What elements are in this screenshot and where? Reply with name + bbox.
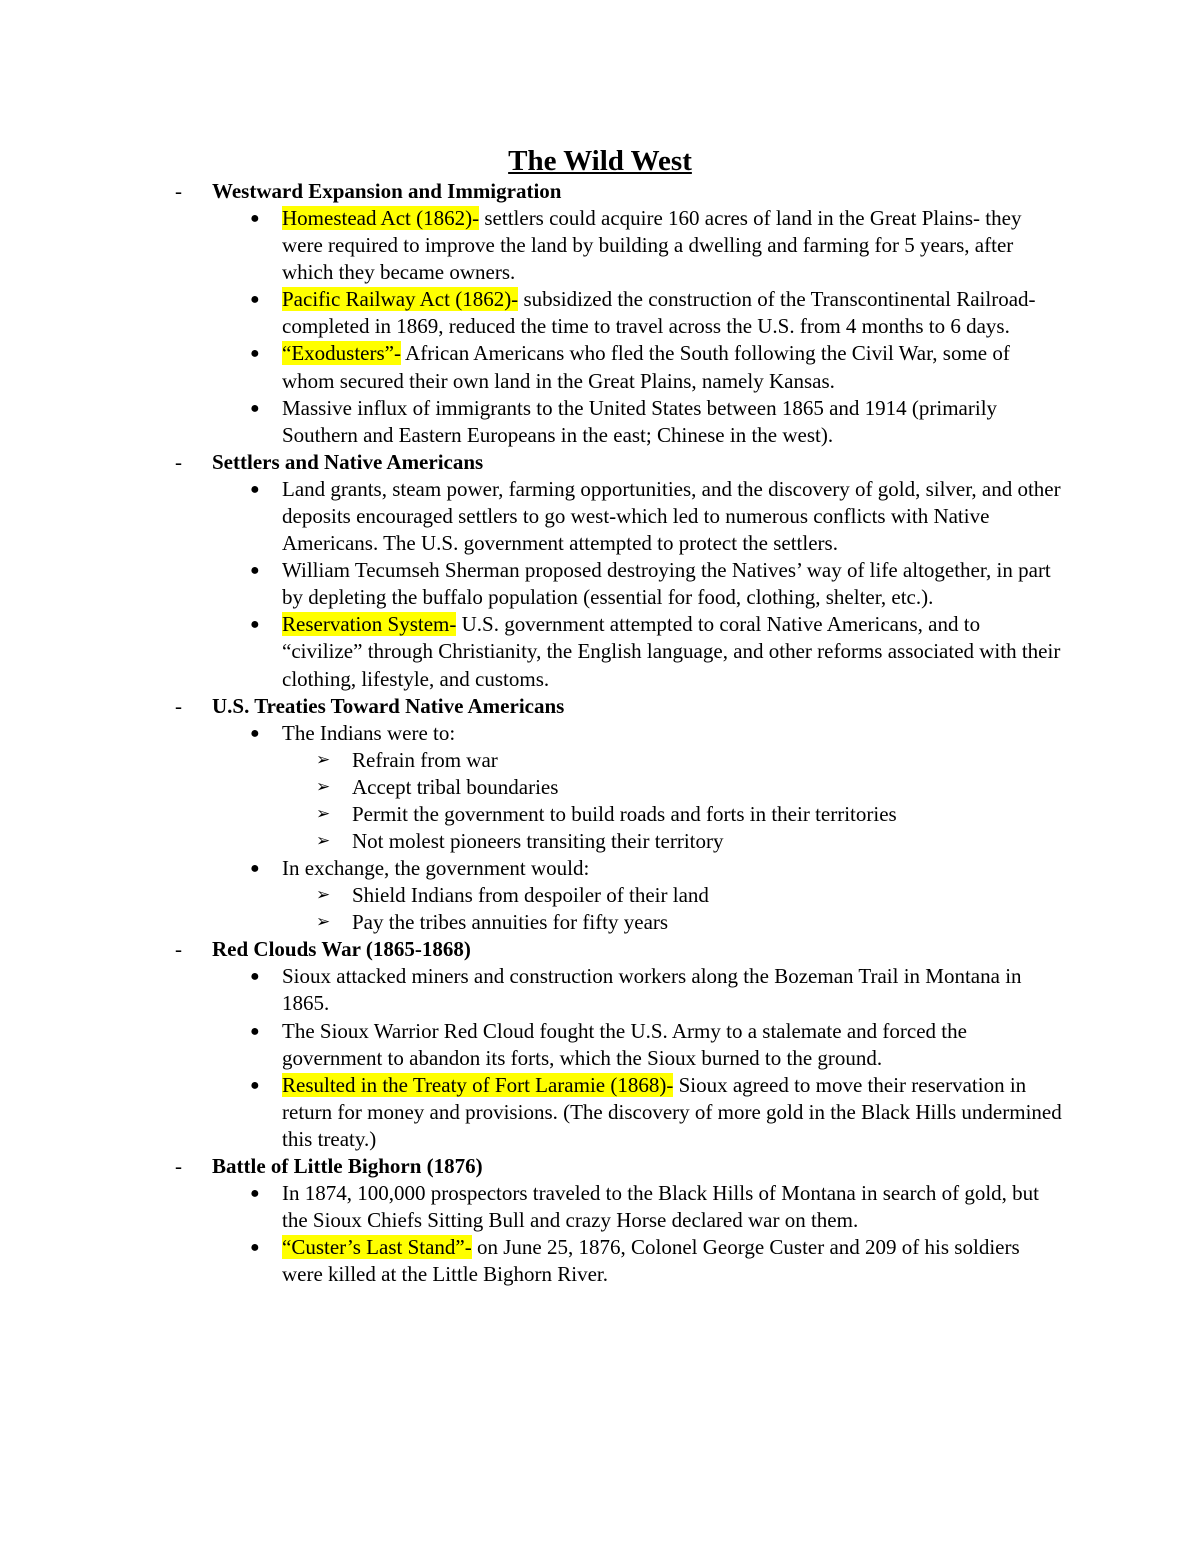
- section-westward-expansion: [0, 178, 1200, 449]
- bullet-dot-icon: ●: [250, 860, 260, 878]
- bullet-item: [0, 1072, 1062, 1153]
- arrow-bullet-icon: ➢: [316, 749, 331, 770]
- page-title: The Wild West: [508, 145, 692, 177]
- sub-item-text: Permit the government to build roads and forts in their territories: [352, 801, 897, 826]
- section-heading: [0, 178, 1200, 205]
- bullet-text: William Tecumseh Sherman proposed destroying the Natives’ way of life altogether, in part by depleting the buffalo population (essential for food, clothing, shelter, etc.).: [282, 558, 1051, 610]
- arrow-bullet-icon: ➢: [316, 803, 331, 824]
- section-heading-text: Settlers and Native Americans: [212, 449, 484, 474]
- section-heading: [0, 693, 1200, 720]
- bullet-text: The Sioux Warrior Red Cloud fought the U.S. Army to a stalemate and forced the government to abandon its forts, which the Sioux burned to the ground.: [282, 1018, 967, 1070]
- bullet-text: Massive influx of immigrants to the United States between 1865 and 1914 (primarily Southern and Eastern Europeans in the east; Chinese in the west).: [282, 395, 998, 447]
- bullet-item: [0, 963, 1062, 1017]
- dash-marker: -: [175, 693, 182, 718]
- highlighted-term: Resulted in the Treaty of Fort Laramie (1868)-: [282, 1072, 674, 1097]
- dash-marker: -: [175, 937, 182, 962]
- sub-item: [0, 909, 1200, 936]
- bullet-text: U.S. government attempted to coral Native Americans, and to “civilize” through Christianity, the English language, and other reforms associated with their clothing, lifestyle, and customs.: [282, 612, 1061, 691]
- bullet-item: [0, 205, 1062, 286]
- bullet-dot-icon: ●: [250, 399, 260, 417]
- sub-item: [0, 801, 1200, 828]
- highlighted-term: Reservation System-: [282, 612, 457, 637]
- sub-item-text: Accept tribal boundaries: [352, 774, 559, 799]
- bullet-dot-icon: ●: [250, 1239, 260, 1257]
- highlighted-term: “Exodusters”-: [282, 341, 401, 366]
- document-body: [0, 178, 1200, 1288]
- bullet-item: [0, 611, 1062, 692]
- dash-marker: -: [175, 179, 182, 203]
- section-heading-text: Battle of Little Bighorn (1876): [212, 1154, 483, 1178]
- bullet-text: Land grants, steam power, farming opportunities, and the discovery of gold, silver, and other deposits encouraged settlers to go west-which led to numerous conflicts with Native Americans. The U.S. government attempted to protect the settlers.: [282, 476, 1061, 556]
- sub-item: [0, 774, 1200, 801]
- bullet-item: [0, 1018, 1062, 1072]
- sub-item-text: Refrain from war: [352, 747, 498, 772]
- arrow-bullet-icon: ➢: [316, 912, 331, 933]
- bullet-text: on June 25, 1876, Colonel George Custer and 209 of his soldiers were killed at the Little Bighorn River.: [282, 1235, 1020, 1287]
- bullet-text: Sioux agreed to move their reservation in return for money and provisions. (The discovery of more gold in the Black Hills undermined this treaty.): [282, 1072, 1062, 1151]
- highlighted-term: Pacific Railway Act (1862)-: [282, 287, 519, 312]
- bullet-text: In 1874, 100,000 prospectors traveled to the Black Hills of Montana in search of gold, but the Sioux Chiefs Sitting Bull and crazy Horse declared war on them.: [282, 1181, 1040, 1233]
- bullet-item: [0, 286, 1062, 340]
- section-red-clouds-war: [0, 936, 1200, 1153]
- section-heading: [0, 936, 1200, 963]
- bullet-item: [0, 720, 1062, 747]
- bullet-text: Sioux attacked miners and construction workers along the Bozeman Trail in Montana in 1865.: [282, 964, 1022, 1016]
- bullet-dot-icon: ●: [250, 616, 260, 634]
- arrow-bullet-icon: ➢: [316, 885, 331, 906]
- bullet-dot-icon: ●: [250, 1022, 260, 1040]
- bullet-dot-icon: ●: [250, 480, 260, 498]
- dash-marker: -: [175, 449, 182, 474]
- arrow-bullet-icon: ➢: [316, 830, 331, 851]
- sub-item-text: Pay the tribes annuities for fifty years: [352, 910, 669, 935]
- sub-item: [0, 747, 1200, 774]
- sub-item-text: Shield Indians from despoiler of their land: [352, 883, 709, 908]
- bullet-text: subsidized the construction of the Transcontinental Railroad-completed in 1869, reduced the time to travel across the U.S. from 4 months to 6 days.: [282, 287, 1036, 339]
- bullet-item: [0, 557, 1062, 611]
- bullet-dot-icon: ●: [250, 1076, 260, 1094]
- bullet-text: The Indians were to:: [282, 720, 456, 745]
- sub-item-text: Not molest pioneers transiting their territory: [352, 828, 724, 853]
- sub-item: [0, 882, 1200, 909]
- section-heading: [0, 449, 1200, 476]
- sub-item: [0, 828, 1200, 855]
- bullet-dot-icon: ●: [250, 1185, 260, 1202]
- section-heading: [0, 1153, 1200, 1180]
- section-us-treaties: [0, 693, 1200, 937]
- bullet-text: In exchange, the government would:: [282, 856, 590, 881]
- bullet-dot-icon: ●: [250, 345, 260, 363]
- bullet-dot-icon: ●: [250, 210, 260, 227]
- bullet-item: [0, 395, 1062, 449]
- arrow-bullet-icon: ➢: [316, 776, 331, 797]
- highlighted-term: “Custer’s Last Stand”-: [282, 1235, 472, 1260]
- bullet-text: African Americans who fled the South following the Civil War, some of whom secured their own land in the Great Plains, namely Kansas.: [282, 341, 1010, 393]
- section-little-bighorn: [0, 1153, 1200, 1288]
- bullet-dot-icon: ●: [250, 968, 260, 986]
- bullet-dot-icon: ●: [250, 724, 260, 742]
- bullet-item: [0, 1234, 1062, 1288]
- bullet-item: [0, 340, 1062, 394]
- bullet-text: settlers could acquire 160 acres of land in the Great Plains- they were required to improve the land by building a dwelling and farming for 5 years, after which they became owners.: [282, 206, 1022, 285]
- section-heading-text: Red Clouds War (1865-1868): [212, 937, 471, 962]
- bullet-item: [0, 476, 1062, 557]
- section-heading-text: U.S. Treaties Toward Native Americans: [212, 693, 565, 718]
- dash-marker: -: [175, 1154, 182, 1178]
- highlighted-term: Homestead Act (1862)-: [282, 206, 480, 230]
- bullet-dot-icon: ●: [250, 291, 260, 309]
- bullet-item: [0, 855, 1062, 882]
- bullet-dot-icon: ●: [250, 562, 260, 580]
- bullet-item: [0, 1180, 1062, 1234]
- section-heading-text: Westward Expansion and Immigration: [212, 179, 562, 203]
- section-settlers-native-americans: [0, 449, 1200, 693]
